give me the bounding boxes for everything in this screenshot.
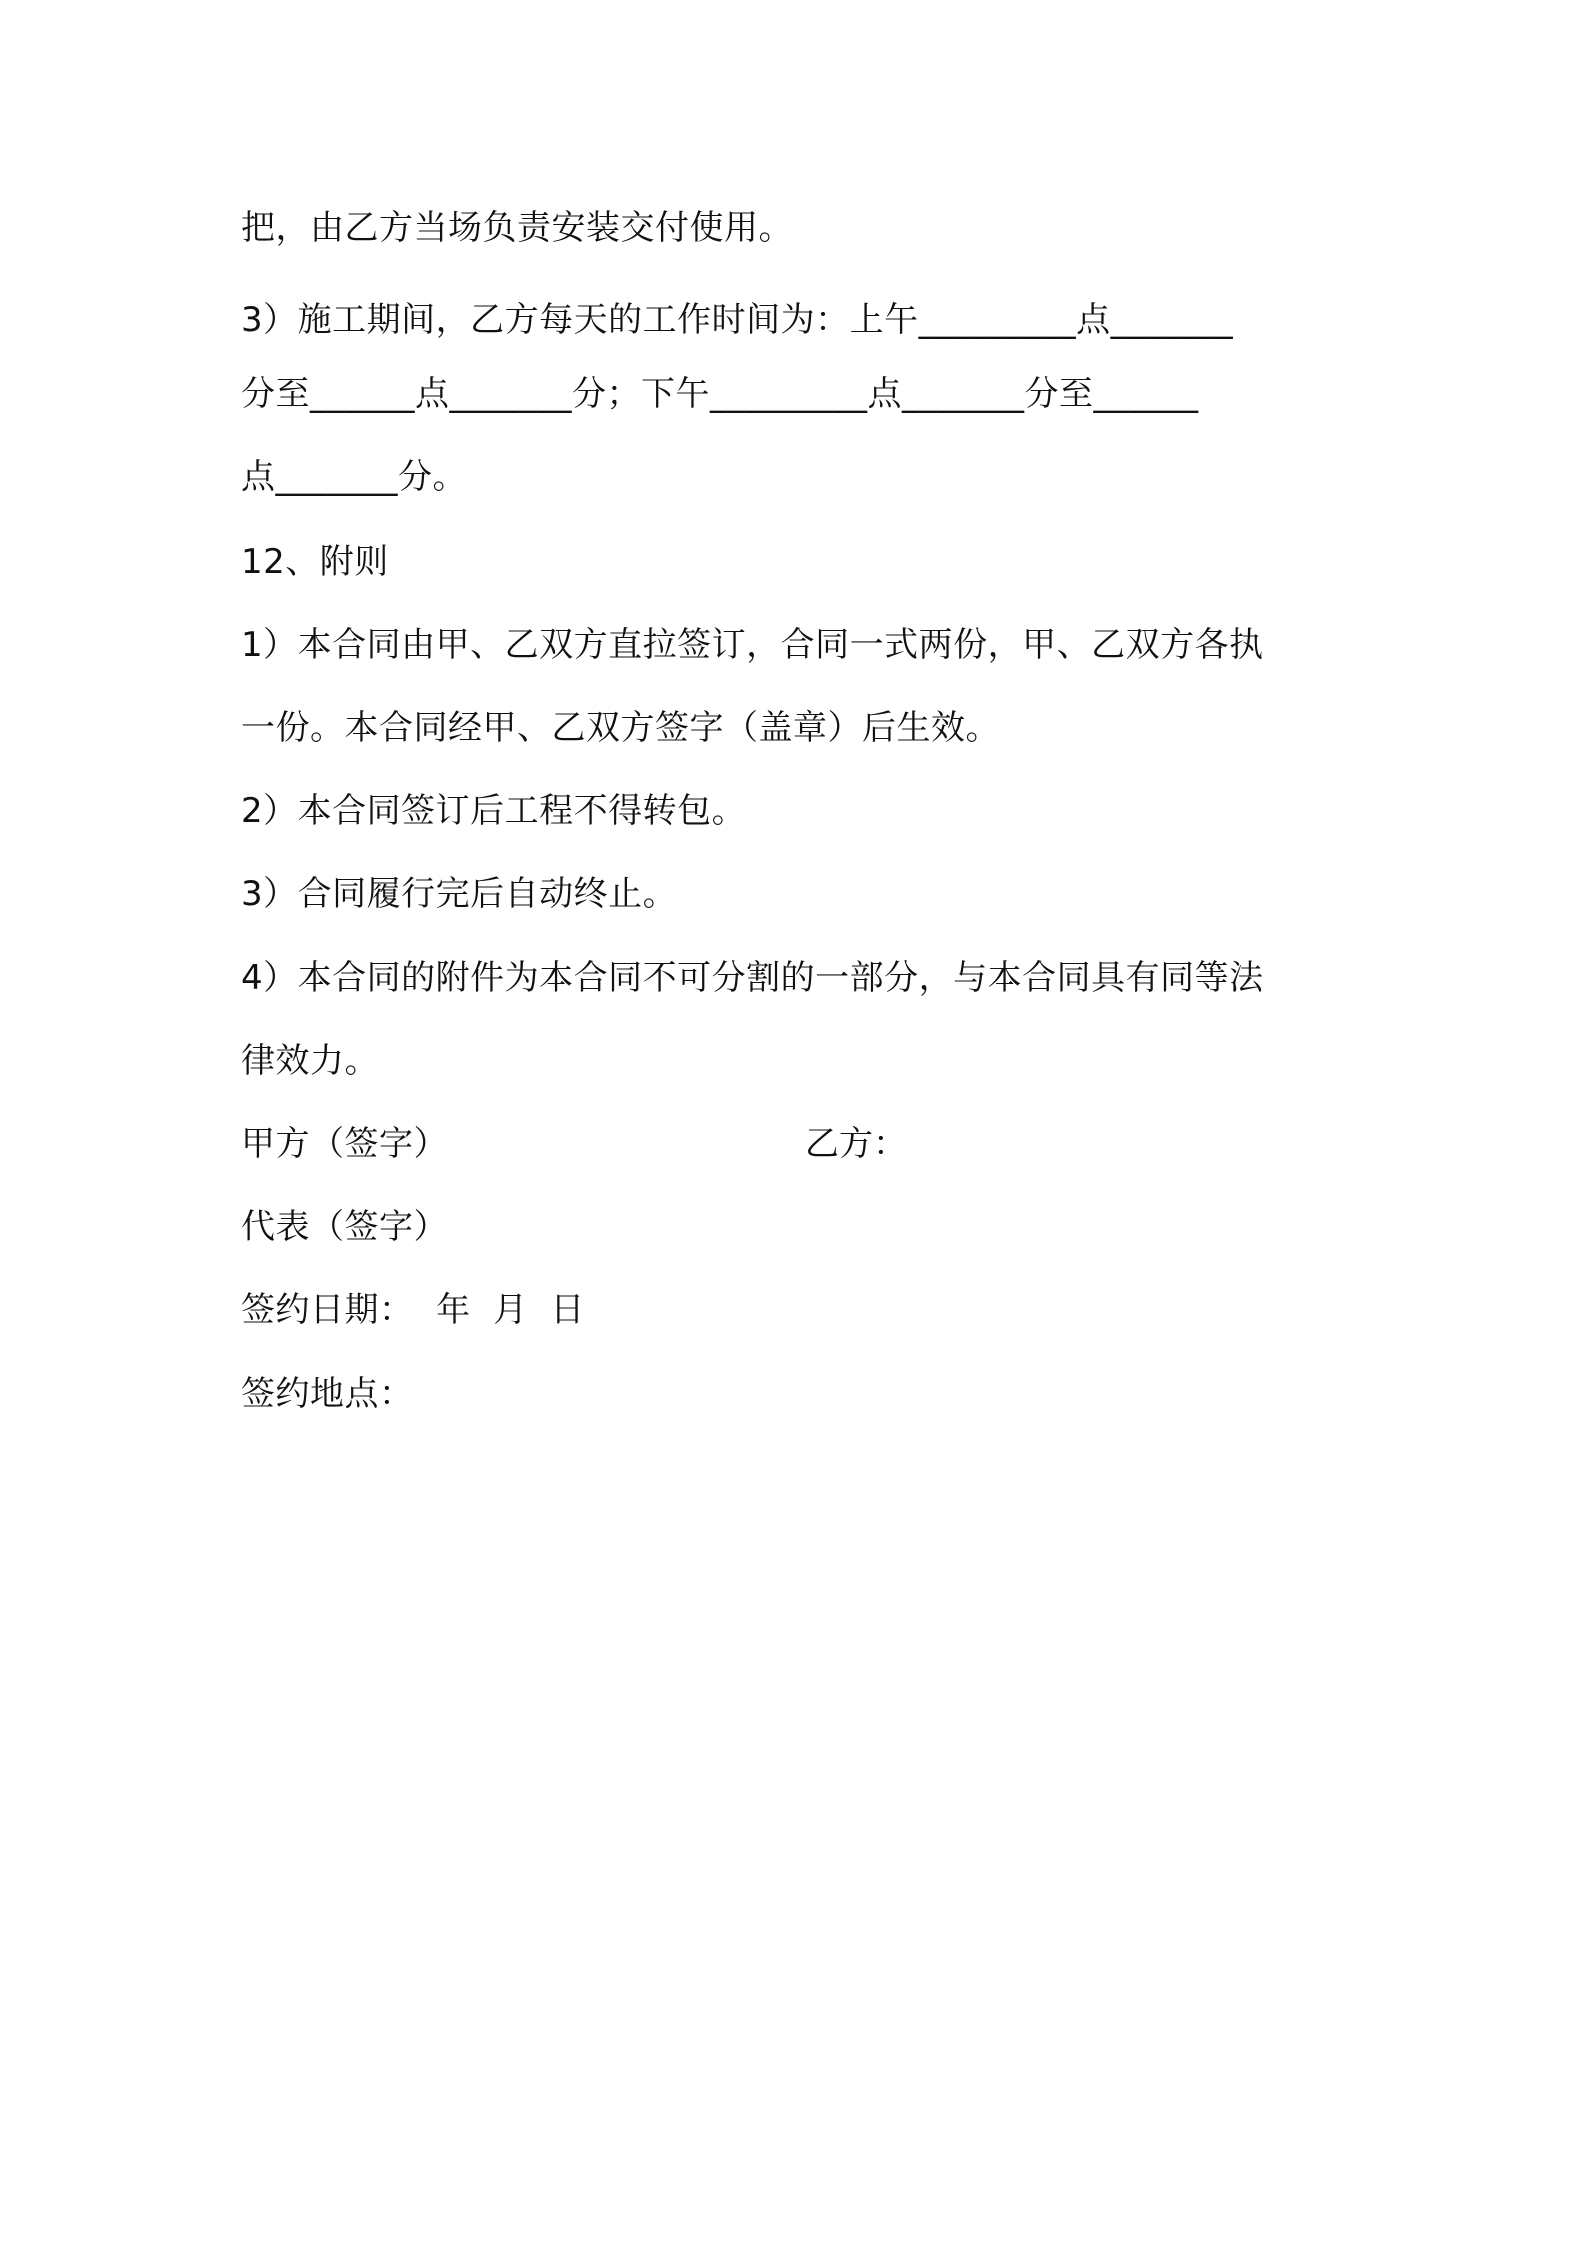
paragraph-line: 分至______点_______分；下午_________点_______分至______ [241, 374, 1199, 414]
paragraph-line: 律效力。 [241, 1041, 379, 1081]
signing-place-label: 签约地点： [241, 1374, 414, 1414]
paragraph-line: 1）本合同由甲、乙双方直拉签订，合同一式两份，甲、乙双方各执 [241, 625, 1264, 665]
paragraph-line: 4）本合同的附件为本合同不可分割的一部分，与本合同具有同等法 [241, 958, 1264, 998]
paragraph-line: 把，由乙方当场负责安装交付使用。 [241, 208, 793, 248]
party-a-signature-label: 甲方（签字） [241, 1124, 448, 1164]
party-b-label: 乙方： [805, 1124, 907, 1164]
representative-signature-label: 代表（签字） [241, 1207, 448, 1247]
paragraph-line: 2）本合同签订后工程不得转包。 [241, 791, 747, 831]
paragraph-line: 一份。本合同经甲、乙双方签字（盖章）后生效。 [241, 708, 1000, 748]
paragraph-line: 点_______分。 [241, 457, 467, 497]
signing-date-label: 签约日期： 年 月 日 [241, 1290, 585, 1330]
paragraph-line: 3）施工期间，乙方每天的工作时间为：上午_________点_______ [241, 300, 1234, 340]
paragraph-line: 3）合同履行完后自动终止。 [241, 874, 678, 914]
section-heading: 12、附则 [241, 542, 389, 582]
